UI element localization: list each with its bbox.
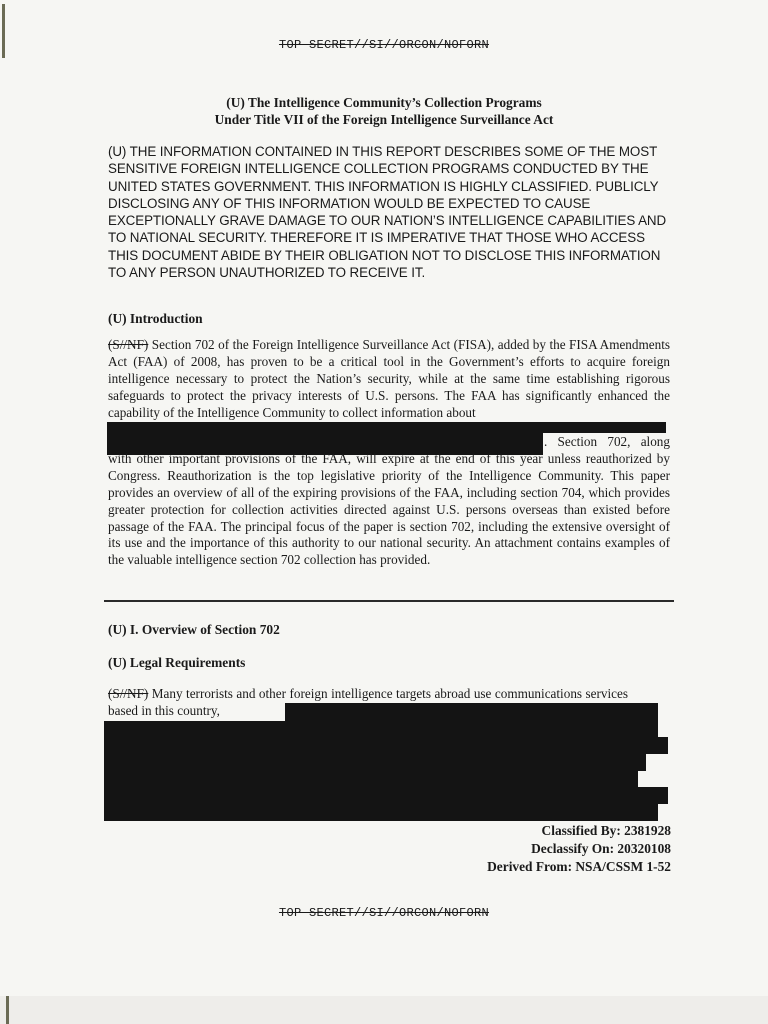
section-divider: [104, 600, 674, 602]
declassify-on: Declassify On: 20320108: [531, 841, 671, 856]
redaction-bar: [104, 721, 658, 737]
intro-text-2: . Section 702, along with other important provisions of the FAA, will expire at the end of this year unless reauthorized by Congress. Reauthorization is the top legislative priority of the Intelligence Community. This paper provides an overview of all of the expiring provisions of the FAA, including section 704, which provides greater protection for collection activities directed against U.S. persons overseas than existed before passage of the FAA. The principal focus of the paper is section 702, including the extensive oversight of its use and the importance of this authority to our national security. An attachment contains examples of the valuable intelligence section 702 collection has provided.: [108, 434, 670, 568]
redaction-bar: [285, 703, 658, 721]
scan-edge-mark: [6, 996, 9, 1024]
intro-heading: (U) Introduction: [108, 311, 203, 326]
intro-paragraph-part-2: [108, 434, 670, 569]
overview-heading: (U) I. Overview of Section 702: [108, 622, 280, 637]
legal-classification-marking: (S//NF): [108, 686, 149, 701]
title-line-2: Under Title VII of the Foreign Intelligence Surveillance Act: [214, 112, 554, 127]
redaction-bar: [104, 737, 668, 754]
title-line-1: (U) The Intelligence Community’s Collection Programs: [226, 95, 542, 110]
intro-classification-marking: (S//NF): [108, 337, 149, 352]
classified-by: Classified By: 2381928: [541, 823, 671, 838]
redaction-bar: [543, 422, 666, 433]
redaction-bar: [104, 787, 668, 804]
classification-block: [487, 822, 671, 876]
redaction-bar: [104, 771, 638, 787]
intro-text-1: Section 702 of the Foreign Intelligence Surveillance Act (FISA), added by the FISA Amendments Act (FAA) of 2008, has proven to be a critical tool in the Government’s efforts to acquire foreign intelligence necessary to protect the Nation’s security, while at the same time establishing rigorous safeguards to protect the privacy interests of U.S. persons. The FAA has significantly enhanced the capability of the Intelligence Community to collect information about: [108, 337, 670, 420]
legal-heading: (U) Legal Requirements: [108, 655, 246, 670]
document-title: [0, 94, 768, 128]
legal-text-1: Many terrorists and other foreign intelligence targets abroad use communications services based in this country,: [108, 686, 628, 718]
banner-text: TOP SECRET//SI//ORCON/NOFORN: [278, 906, 490, 920]
redaction-bar: [104, 804, 658, 821]
warning-paragraph: (U) THE INFORMATION CONTAINED IN THIS REPORT DESCRIBES SOME OF THE MOST SENSITIVE FOREIGN INTELLIGENCE COLLECTION PROGRAMS CONDUCTED BY THE UNITED STATES GOVERNMENT. THIS INFORMATION IS HIGHLY CLASSIFIED. PUBLICLY DISCLOSING ANY OF THIS INFORMATION WOULD BE EXPECTED TO CAUSE EXCEPTIONALLY GRAVE DAMAGE TO OUR NATION’S INTELLIGENCE CAPABILITIES AND TO NATIONAL SECURITY. THEREFORE IT IS IMPERATIVE THAT THOSE WHO ACCESS THIS DOCUMENT ABIDE BY THEIR OBLIGATION NOT TO DISCLOSE THIS INFORMATION TO ANY PERSON UNAUTHORIZED TO RECEIVE IT.: [108, 144, 667, 281]
scan-bottom-strip: [0, 996, 768, 1024]
intro-paragraph-part-1: [108, 337, 670, 422]
banner-text: TOP SECRET//SI//ORCON/NOFORN: [278, 38, 490, 52]
derived-from: Derived From: NSA/CSSM 1-52: [487, 859, 671, 874]
redaction-bar: [104, 754, 646, 771]
classification-banner-top: [0, 38, 768, 52]
classification-banner-bottom: [0, 906, 768, 920]
